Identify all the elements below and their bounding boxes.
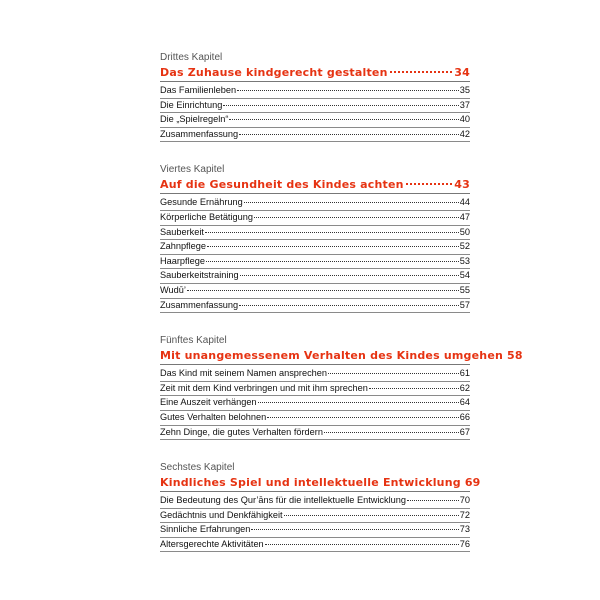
toc-entry-title: Altersgerechte Aktivitäten <box>160 538 264 549</box>
toc-entry[interactable] <box>160 240 470 255</box>
chapter-page-number: 43 <box>454 178 470 192</box>
dot-leader <box>369 388 459 389</box>
toc-entry-page-number: 54 <box>459 270 470 281</box>
toc-entry-title: Körperliche Betätigung <box>160 211 253 222</box>
dot-leader <box>237 90 459 91</box>
toc-entry-page-number: 42 <box>459 128 470 139</box>
chapter-title-row[interactable] <box>160 348 523 365</box>
dot-leader <box>258 402 459 403</box>
toc-entry-page-number: 73 <box>459 524 470 535</box>
chapter-label: Fünftes Kapitel <box>160 335 227 347</box>
toc-entry-title: Die „Spielregeln“ <box>160 114 229 125</box>
dot-leader <box>223 105 458 106</box>
toc-entry-page-number: 66 <box>459 411 470 422</box>
dot-leader <box>251 529 458 530</box>
toc-entry-page-number: 55 <box>459 284 470 295</box>
dot-leader <box>284 515 459 516</box>
toc-entry-title: Gesunde Ernährung <box>160 197 243 208</box>
chapter-page-number: 58 <box>507 349 523 363</box>
toc-entry-title: Gedächtnis und Denkfähigkeit <box>160 509 283 520</box>
toc-entry-page-number: 52 <box>459 241 470 252</box>
toc-entry[interactable] <box>160 494 470 509</box>
chapter-title: Mit unangemessenem Verhalten des Kindes umgehen <box>160 349 504 363</box>
toc-entry[interactable] <box>160 226 470 241</box>
toc-entry-title: Zeit mit dem Kind verbringen und mit ihm sprechen <box>160 382 368 393</box>
toc-entry[interactable] <box>160 255 470 270</box>
chapter-section <box>160 164 470 313</box>
toc-entry-title: Sauberkeit <box>160 226 204 237</box>
chapter-title: Kindliches Spiel und intellektuelle Entwicklung <box>160 476 461 490</box>
toc-entry-page-number: 57 <box>459 299 470 310</box>
dot-leader <box>390 71 453 73</box>
toc-entry[interactable] <box>160 269 470 284</box>
chapter-title-row[interactable] <box>160 65 470 82</box>
chapter-section <box>160 335 523 440</box>
toc-entry[interactable] <box>160 128 470 143</box>
chapter-page-number: 69 <box>464 476 481 490</box>
dot-leader <box>205 232 459 233</box>
chapter-label: Sechstes Kapitel <box>160 462 235 474</box>
toc-entry-title: Zahnpflege <box>160 241 206 252</box>
dot-leader <box>207 246 459 247</box>
toc-entry-page-number: 53 <box>459 255 470 266</box>
toc-entry-page-number: 76 <box>459 538 470 549</box>
toc-entry-title: Zusammenfassung <box>160 128 239 139</box>
toc-entry-title: Sauberkeitstraining <box>160 270 239 281</box>
dot-leader <box>239 305 459 306</box>
toc-entry-page-number: 72 <box>459 509 470 520</box>
toc-entry-title: Das Familienleben <box>160 85 237 95</box>
toc-entry-page-number: 64 <box>459 397 470 408</box>
chapter-section <box>160 462 481 552</box>
dot-leader <box>406 183 453 185</box>
dot-leader <box>239 134 459 135</box>
chapter-title-row[interactable] <box>160 177 470 194</box>
chapter-label: Drittes Kapitel <box>160 52 223 63</box>
toc-entry[interactable] <box>160 367 470 382</box>
chapter-title-row[interactable] <box>160 475 481 492</box>
dot-leader <box>407 500 459 501</box>
toc-entry[interactable] <box>160 284 470 299</box>
toc-entry-page-number: 44 <box>459 197 470 208</box>
toc-entry-page-number: 47 <box>459 211 470 222</box>
toc-entry-page-number: 37 <box>459 99 470 110</box>
toc-entry[interactable] <box>160 113 470 128</box>
dot-leader <box>206 261 459 262</box>
toc-entry[interactable] <box>160 99 470 114</box>
toc-entry-page-number: 70 <box>459 495 470 506</box>
toc-entry-title: Die Einrichtung <box>160 99 223 110</box>
dot-leader <box>229 119 458 120</box>
toc-entry[interactable] <box>160 196 470 211</box>
toc-entry-title: Zehn Dinge, die gutes Verhalten fördern <box>160 426 323 437</box>
toc-entry-title: Das Kind mit seinem Namen ansprechen <box>160 368 327 379</box>
chapter-label: Viertes Kapitel <box>160 164 225 176</box>
dot-leader <box>265 544 459 545</box>
toc-entry-page-number: 61 <box>459 368 470 379</box>
toc-entry[interactable] <box>160 509 470 524</box>
chapter-title: Auf die Gesundheit des Kindes achten <box>160 178 404 192</box>
toc-entry-title: Zusammenfassung <box>160 299 239 310</box>
toc-entry[interactable] <box>160 538 470 553</box>
toc-entry-page-number: 40 <box>459 114 470 125</box>
dot-leader <box>240 275 459 276</box>
toc-entry-title: Gutes Verhalten belohnen <box>160 411 267 422</box>
toc-entry-title: Sinnliche Erfahrungen <box>160 524 251 535</box>
dot-leader <box>254 217 459 218</box>
dot-leader <box>328 373 459 374</box>
toc-entry-page-number: 50 <box>459 226 470 237</box>
dot-leader <box>187 290 459 291</box>
chapter-title: Das Zuhause kindgerecht gestalten <box>160 66 388 79</box>
toc-entry[interactable] <box>160 411 470 426</box>
toc-entry[interactable] <box>160 523 470 538</box>
toc-entry[interactable] <box>160 211 470 226</box>
toc-entry-page-number: 67 <box>459 426 470 437</box>
toc-entry-title: Haarpflege <box>160 255 205 266</box>
toc-entry[interactable] <box>160 382 470 397</box>
toc-entry-title: Eine Auszeit verhängen <box>160 397 257 408</box>
toc-entry[interactable] <box>160 84 470 99</box>
table-of-contents <box>160 52 523 574</box>
toc-entry-title: Die Bedeutung des Qur’āns für die intellektuelle Entwicklung <box>160 495 406 506</box>
chapter-section <box>160 52 470 142</box>
dot-leader <box>324 432 459 433</box>
toc-entry-title: Wudū’ <box>160 284 186 295</box>
toc-entry-page-number: 35 <box>459 85 470 95</box>
toc-entry[interactable] <box>160 426 470 441</box>
chapter-page-number: 34 <box>454 66 470 79</box>
toc-entry-page-number: 62 <box>459 382 470 393</box>
toc-entry[interactable] <box>160 299 470 314</box>
dot-leader <box>267 417 459 418</box>
dot-leader <box>244 202 459 203</box>
toc-entry[interactable] <box>160 396 470 411</box>
